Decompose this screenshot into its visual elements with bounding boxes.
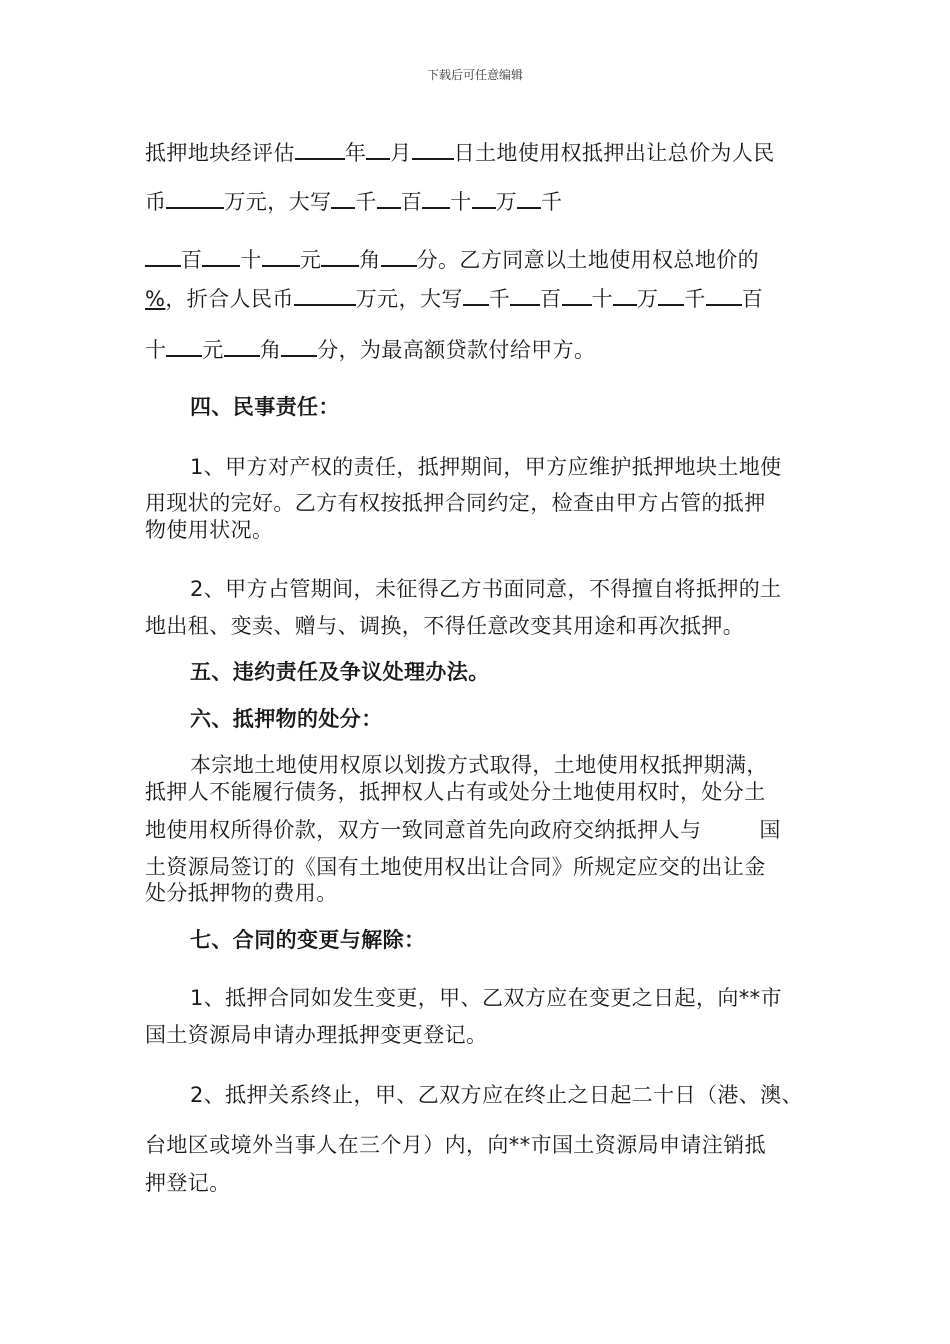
blank-field bbox=[517, 188, 541, 209]
section-4-item-2-line-2: 地出租、变卖、赠与、调换，不得任意改变其用途和再次抵押。 bbox=[145, 614, 745, 638]
blank-field bbox=[202, 246, 240, 267]
blank-field bbox=[145, 246, 181, 267]
blank-field bbox=[331, 188, 355, 209]
section-7-heading: 七、合同的变更与解除： bbox=[190, 928, 426, 952]
section-6-heading: 六、抵押物的处分： bbox=[190, 707, 383, 731]
blank-field bbox=[166, 188, 224, 209]
valuation-line-1: 抵押地块经评估 年 月 日土地使用权抵押出让总价为人民 bbox=[145, 141, 775, 165]
blank-field bbox=[321, 246, 359, 267]
section-7-item-2-line-1: 2、抵押关系终止，甲、乙双方应在终止之日起二十日（港、澳、 bbox=[190, 1083, 803, 1107]
section-4-item-1-line-3: 物使用状况。 bbox=[145, 518, 274, 542]
valuation-line-3: 百 十 元 角 分。乙方同意以土地使用权总地价的 bbox=[145, 246, 759, 273]
blank-field bbox=[562, 285, 592, 306]
section-6-line-5: 处分抵押物的费用。 bbox=[145, 881, 338, 905]
valuation-line-4: %，折合人民币 万元，大写 千 百 十 万 千 百 bbox=[145, 287, 764, 311]
blank-field bbox=[366, 139, 390, 160]
section-4-item-1-line-1: 1、甲方对产权的责任，抵押期间，甲方应维护抵押地块土地使 bbox=[190, 455, 782, 479]
blank-field bbox=[422, 188, 450, 209]
section-6-line-3: 地使用权所得价款，双方一致同意首先向政府交纳抵押人与 国 bbox=[145, 818, 781, 842]
blank-field bbox=[281, 336, 317, 357]
section-7-item-1-line-2: 国土资源局申请办理抵押变更登记。 bbox=[145, 1023, 488, 1047]
section-6-line-1: 本宗地土地使用权原以划拨方式取得，土地使用权抵押期满， bbox=[190, 753, 768, 777]
blank-field bbox=[166, 336, 202, 357]
blank-field bbox=[613, 285, 637, 306]
section-7-item-1-line-1: 1、抵押合同如发生变更，甲、乙双方应在变更之日起，向**市 bbox=[190, 986, 782, 1010]
blank-field bbox=[294, 285, 356, 306]
blank-field bbox=[262, 246, 300, 267]
blank-field bbox=[377, 188, 401, 209]
blank-field bbox=[224, 336, 260, 357]
valuation-line-2: 币 万元，大写 千 百 十 万 千 bbox=[145, 190, 563, 214]
page-header: 下载后可任意编辑 bbox=[426, 68, 523, 82]
blank-field bbox=[381, 246, 417, 267]
valuation-line-5: 十 元 角 分，为最高额贷款付给甲方。 bbox=[145, 338, 596, 362]
blank-field bbox=[510, 285, 540, 306]
blank-field bbox=[412, 139, 454, 160]
section-4-item-1-line-2: 用现状的完好。乙方有权按抵押合同约定，检查由甲方占管的抵押 bbox=[145, 491, 766, 515]
section-4-item-2-line-1: 2、甲方占管期间，未征得乙方书面同意，不得擅自将抵押的土 bbox=[190, 577, 782, 601]
blank-field bbox=[658, 285, 684, 306]
blank-field bbox=[472, 188, 496, 209]
section-7-item-2-line-2: 台地区或境外当事人在三个月）内，向**市国土资源局申请注销抵 bbox=[145, 1133, 766, 1157]
blank-field bbox=[295, 139, 345, 160]
blank-field bbox=[463, 285, 489, 306]
section-7-item-2-line-3: 押登记。 bbox=[145, 1171, 231, 1195]
section-4-heading: 四、民事责任： bbox=[190, 395, 340, 419]
blank-field bbox=[706, 285, 742, 306]
section-5-heading: 五、违约责任及争议处理办法。 bbox=[190, 660, 490, 684]
section-6-line-2: 抵押人不能履行债务，抵押权人占有或处分土地使用权时，处分土 bbox=[145, 780, 766, 804]
section-6-line-4: 土资源局签订的《国有土地使用权出让合同》所规定应交的出让金 bbox=[145, 855, 766, 879]
